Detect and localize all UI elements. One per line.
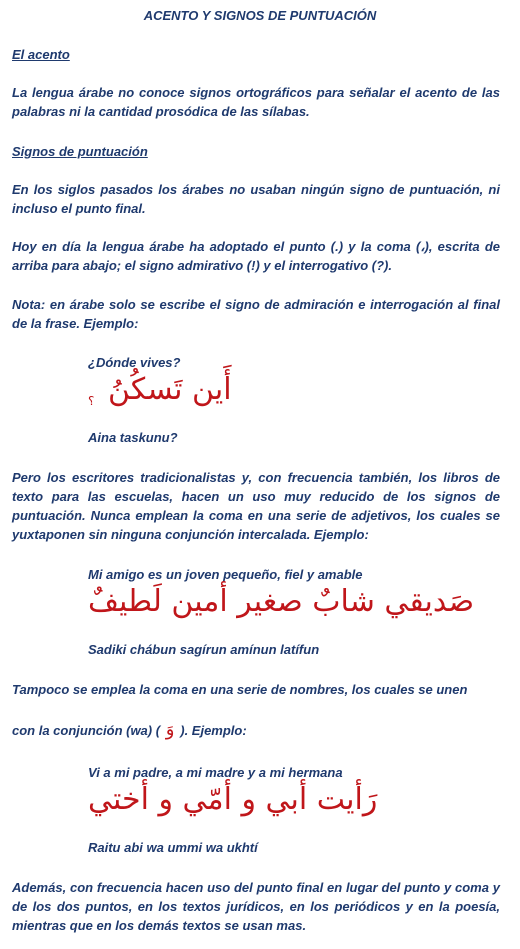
nouns-text-before: con la conjunción (wa) ( bbox=[12, 723, 161, 738]
example3-transliteration: Raitu abi wa ummi wa ukhtí bbox=[88, 840, 258, 855]
example1-arabic: أَين تَسكُنُ bbox=[108, 372, 232, 407]
paragraph-accent: La lengua árabe no conoce signos ortográficos para señalar el acento de las palabras ni la cantidad prosódica de las sílabas. bbox=[12, 85, 500, 119]
example1-transliteration: Aina taskunu? bbox=[88, 430, 178, 445]
paragraph-past-centuries: En los siglos pasados los árabes no usaban ningún signo de puntuación, ni incluso el punto final. bbox=[12, 182, 500, 216]
example3-spanish: Vi a mi padre, a mi madre y a mi hermana bbox=[88, 765, 343, 780]
example1-arabic-question-mark: ؟ bbox=[88, 394, 95, 408]
paragraph-nouns-line1: Tampoco se emplea la coma en una serie de nombres, los cuales se unen bbox=[12, 682, 468, 697]
paragraph-nouns-line2 bbox=[12, 720, 500, 740]
nouns-text-after: ). Ejemplo: bbox=[180, 723, 247, 738]
page-title: ACENTO Y SIGNOS DE PUNTUACIÓN bbox=[143, 8, 377, 23]
paragraph-traditionalist-writers: Pero los escritores tradicionalistas y, con frecuencia también, los libros de texto para las escuelas, hacen un uso muy reducido de los signos de puntuación. Nunca emplean la coma en una serie de adjetivos, los cuales se yuxtaponen sin ninguna conjunción intercalada. Ejemplo: bbox=[12, 470, 500, 542]
heading-accent: El acento bbox=[12, 47, 70, 62]
example3-arabic: رَأيت أبي و أمّي و أختي bbox=[88, 782, 378, 817]
example2-arabic: صَديقي شابٌ صغير أمين لَطيفٌ bbox=[88, 584, 475, 619]
example2-transliteration: Sadiki chábun sagírun amínun latífun bbox=[88, 642, 320, 657]
heading-punctuation: Signos de puntuación bbox=[12, 144, 148, 159]
paragraph-final: Además, con frecuencia hacen uso del punto final en lugar del punto y coma y de los dos puntos, en los textos jurídicos, en los periódicos y en la poesía, mientras que en los demás textos se usan mas. bbox=[12, 880, 500, 933]
example2-spanish: Mi amigo es un joven pequeño, fiel y amable bbox=[88, 567, 363, 582]
paragraph-modern-punctuation: Hoy en día la lengua árabe ha adoptado el punto (.) y la coma (،), escrita de arriba para abajo; el signo admirativo (!) y el interrogativo (?). bbox=[12, 239, 500, 273]
paragraph-note: Nota: en árabe solo se escribe el signo de admiración e interrogación al final de la frase. Ejemplo: bbox=[12, 297, 500, 331]
example1-spanish: ¿Dónde vives? bbox=[88, 355, 181, 370]
wa-conjunction-arabic: وَ bbox=[160, 719, 181, 740]
